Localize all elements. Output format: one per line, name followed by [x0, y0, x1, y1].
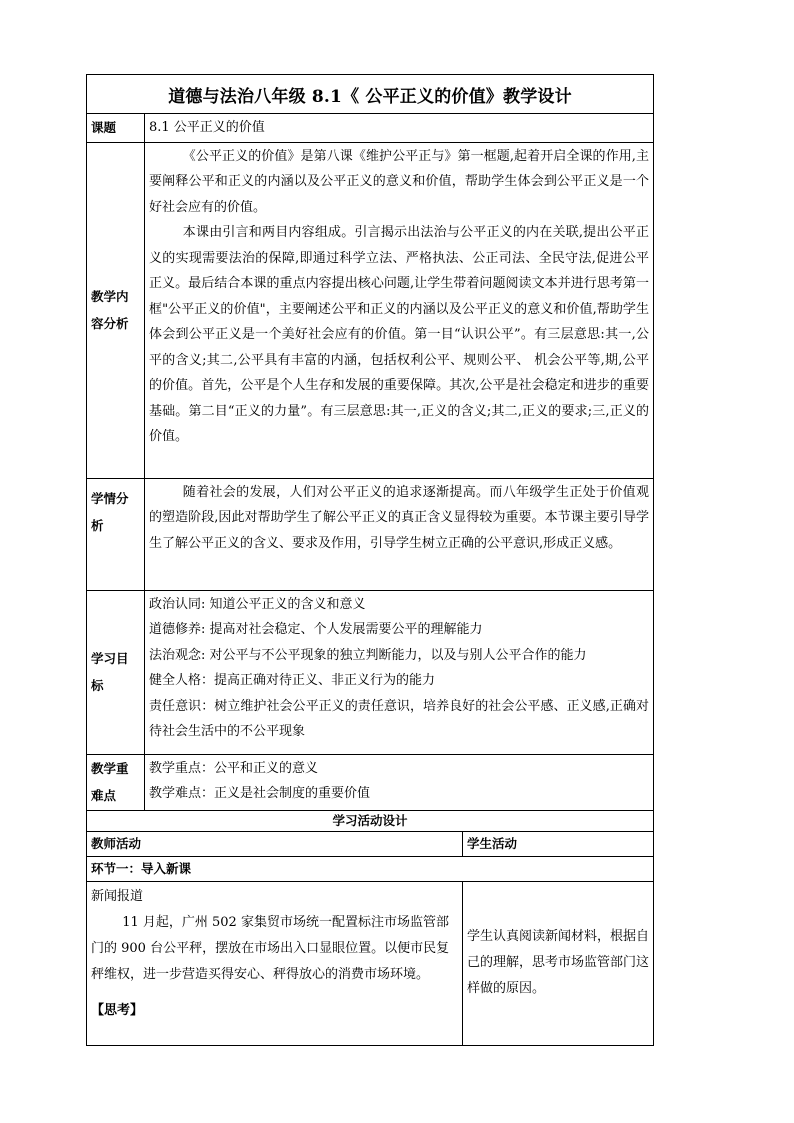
key-points-text [145, 754, 654, 810]
teacher-activity-header: 教师活动 [87, 831, 463, 856]
objectives-label-line1: 学习目 [91, 651, 129, 666]
stage-one-title: 环节一：导入新课 [87, 856, 654, 881]
stage-one-content-row [87, 881, 654, 1045]
topic-row [87, 114, 654, 143]
student-analysis-para: 随着社会的发展，人们对公平正义的追求逐渐提高。而八年级学生正处于价值观的塑造阶段,因此对帮助学生了解公平正义的真正含义显得较为重要。本节课主要引导学生了解公平正义的含义、要求及作用，引导学生树立正确的公平意识,形成正义感。 [149, 484, 649, 551]
student-analysis-label-line1: 学情分 [91, 490, 129, 506]
activity-header-row [87, 831, 654, 856]
student-analysis-label-line2: 析 [91, 517, 104, 533]
stage-row [87, 856, 654, 881]
objectives-label [87, 590, 145, 754]
news-title: 新闻报道 [91, 888, 144, 904]
content-analysis-label [87, 142, 145, 478]
key-point: 教学重点：公平和正义的意义 [149, 760, 319, 776]
student-activity-header: 学生活动 [463, 831, 654, 856]
objective-item: 法治观念: 对公平与不公平现象的独立判断能力，以及与别人公平合作的能力 [149, 647, 587, 663]
document-title: 道德与法治八年级 8.1《 公平正义的价值》教学设计 [87, 75, 654, 114]
objective-item: 政治认同: 知道公平正义的含义和意义 [149, 596, 366, 612]
objective-item: 道德修养: 提高对社会稳定、个人发展需要公平的理解能力 [149, 622, 483, 637]
key-points-label-line1: 教学重 [91, 761, 129, 776]
content-analysis-row [87, 142, 654, 478]
key-points-label-line2: 难点 [91, 788, 117, 803]
objective-item: 健全人格：提高正确对待正义、非正义行为的能力 [149, 673, 436, 688]
objectives-row [87, 590, 654, 754]
content-analysis-para2: 本课由引言和两目内容组成。引言揭示出法治与公平正义的内在关联,提出公平正义的实现需要法治的保障,即通过科学立法、严格执法、公正司法、全民守法,促进公平正义。最后结合本课的重点内容提出核心问题,让学生带着问题阅读文本并进行思考第一框"公平正义的价值"，主要阐述公平和正义的内涵以及公平正义的意义和价值,帮助学生体会到公平正义是一个美好社会应有的价值。第一目“认识公平”。有三层意思:其一,公平的含义;其二,公平具有丰富的内涵，包括权利公平、规则公平、 机会公平等,期,公平的价值。首先，公平是个人生存和发展的重要保障。其次,公平是社会稳定和进步的重要基础。第二目“正义的力量”。有三层意思:其一,正义的含义;其二,正义的要求;三,正义的价值。 [149, 225, 649, 444]
difficult-point: 教学难点：正义是社会制度的重要价值 [149, 786, 371, 801]
think-label: 【思考】 [91, 1002, 144, 1018]
title-row [87, 75, 654, 114]
content-analysis-text [145, 142, 654, 478]
content-analysis-label-line1: 教学内 [91, 289, 129, 304]
objectives-list [145, 590, 654, 754]
student-analysis-label [87, 478, 145, 590]
lesson-plan-page [86, 74, 653, 1046]
student-analysis-row [87, 478, 654, 590]
key-points-row [87, 754, 654, 810]
teacher-activity-cell [87, 881, 463, 1045]
student-analysis-text [145, 478, 654, 590]
activity-section-row [87, 810, 654, 831]
objective-item: 责任意识：树立维护社会公平正义的责任意识，培养良好的社会公平感、正义感,正确对待社会生活中的不公平现象 [149, 698, 649, 739]
content-analysis-label-line2: 容分析 [91, 316, 129, 331]
activity-section-title: 学习活动设计 [87, 810, 654, 831]
key-points-label [87, 754, 145, 810]
lesson-plan-table [86, 74, 654, 1046]
topic-value: 8.1 公平正义的价值 [145, 114, 654, 143]
content-analysis-para1: 《公平正义的价值》是第八课《维护公平正与》第一框题,起着开启全课的作用,主要阐释公平和正义的内涵以及公平正义的意义和价值，帮助学生体会到公平正义是一个好社会应有的价值。 [149, 148, 649, 215]
topic-label: 课题 [87, 114, 145, 143]
news-body: 11 月起，广州 502 家集贸市场统一配置标注市场监管部门的 900 台公平秤，摆放在市场出入口显眼位置。以便市民复秤维权，进一步营造买得安心、秤得放心的消费市场环境。 [91, 914, 450, 982]
objectives-label-line2: 标 [91, 678, 104, 693]
student-activity-cell: 学生认真阅读新闻材料，根据自己的理解，思考市场监管部门这样做的原因。 [463, 881, 654, 1045]
